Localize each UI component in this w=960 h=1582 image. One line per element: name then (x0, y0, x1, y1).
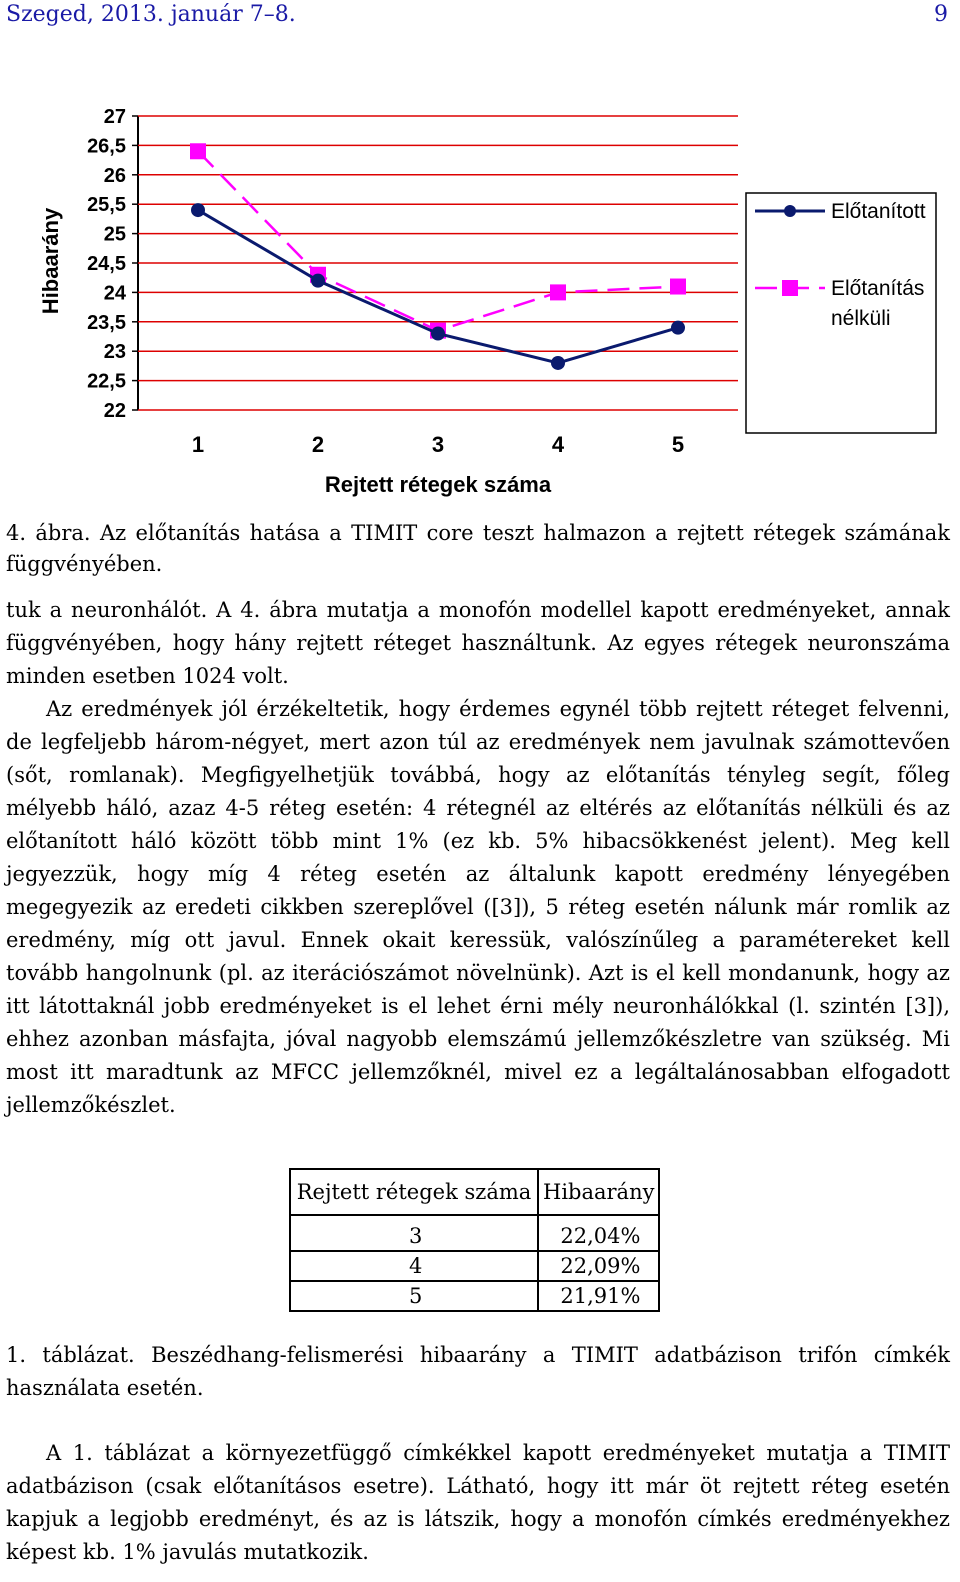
y-tick-label: 25,5 (87, 194, 126, 217)
y-tick-label: 27 (103, 106, 126, 128)
chart-grid (132, 116, 738, 410)
figure-caption: 4. ábra. Az előtanítás hatása a TIMIT core teszt halmazon a rejtett rétegek számának függvényében. (6, 521, 950, 576)
legend-marker-1 (784, 205, 796, 217)
data-point (190, 143, 206, 159)
series-line-2 (198, 151, 678, 330)
table-cell: 22,04% (538, 1215, 659, 1251)
data-point (671, 321, 685, 335)
table-cell: 22,09% (538, 1251, 659, 1281)
y-tick-label: 22 (103, 400, 126, 422)
table-cell: 4 (290, 1251, 538, 1281)
x-tick-labels (192, 432, 684, 457)
chart-series (190, 143, 686, 370)
table-header-layers: Rejtett rétegek száma (290, 1169, 538, 1215)
y-tick-label: 25 (103, 223, 126, 246)
data-point (550, 284, 566, 300)
y-tick-label: 23,5 (87, 311, 126, 334)
y-tick-label: 26 (103, 164, 126, 187)
table-cell: 3 (290, 1215, 538, 1251)
data-point (431, 327, 445, 341)
header-venue: Szeged, 2013. január 7–8. (6, 2, 296, 27)
y-tick-label: 26,5 (87, 135, 126, 158)
body-text (6, 594, 950, 1122)
results-table (289, 1168, 660, 1312)
table-cell: 5 (290, 1281, 538, 1311)
y-tick-label: 23 (103, 341, 126, 364)
x-tick-label: 4 (551, 432, 565, 457)
y-tick-label: 24,5 (87, 253, 126, 275)
data-point (311, 274, 325, 288)
y-tick-labels (87, 106, 127, 422)
x-tick-label: 3 (431, 432, 445, 457)
chart-legend (746, 193, 936, 433)
paragraph-2: Az eredmények jól érzékeltetik, hogy érdemes egynél több rejtett réteget felvenni, de legfeljebb három-négyet, mert azon túl az eredmények nem javulnak számottevően (sőt, romlanak). Megfigyelhetjük továbbá, hogy az előtanítás tényleg segít, főleg mélyebb háló, azaz 4-5 réteg esetén: 4 rétegnél az eltérés az előtanítás nélküli és az előtanított háló között több mint 1% (ez kb. 5% hibacsökkenést jelent). Meg kell jegyezzük, hogy míg 4 réteg esetén az általunk kapott eredmény lényegében megegyezik az eredeti cikkben szereplővel ([3]), 5 réteg esetén nálunk már romlik az eredmény, míg ott javul. Ennek okait keressük, valószínűleg a paramétereket kell tovább hangolnunk (pl. az iterációszámot növelnünk). Azt is el kell mondanunk, hogy az itt látottaknál jobb eredményeket is el lehet érni mély neuronhálókkal (l. szintén [3]), ehhez azonban másfajta, jóval nagyobb elemszámú jellemzőkészletre van szükség. Mi most itt maradtunk az MFCC jellemzőknél, mivel ez a legáltalánosabban elfogadott jellemzőkészlet. (6, 697, 950, 1117)
legend-label-2: Előtanítás (831, 277, 925, 300)
data-point (551, 356, 565, 370)
table-row (290, 1215, 659, 1251)
legend-label-2: nélküli (831, 307, 891, 330)
data-point (191, 203, 205, 217)
y-axis-label: Hibaarány (38, 207, 63, 315)
y-tick-label: 22,5 (87, 370, 126, 393)
x-tick-label: 5 (671, 432, 685, 457)
table-row (290, 1251, 659, 1281)
table-row (290, 1281, 659, 1311)
x-axis-label: Rejtett rétegek száma (324, 472, 552, 497)
x-tick-label: 1 (191, 432, 205, 457)
x-tick-label: 2 (311, 432, 325, 457)
table-cell: 21,91% (538, 1281, 659, 1311)
closing-paragraph: A 1. táblázat a környezetfüggő címkékkel kapott eredményeket mutatja a TIMIT adatbázison (csak előtanításos esetre). Látható, hogy itt már öt rejtett réteg esetén kapjuk a legjobb eredményt, és az is látszik, hogy a monofón címkés eredményekhez képest kb. 1% javulás mutatkozik. (6, 1441, 950, 1564)
table-header-error-rate: Hibaarány (538, 1169, 659, 1215)
line-chart (0, 90, 960, 510)
table-caption: 1. táblázat. Beszédhang-felismerési hibaarány a TIMIT adatbázison trifón címkék használata esetén. (6, 1343, 950, 1400)
legend-label-1: Előtanított (831, 200, 926, 223)
legend-marker-2 (782, 280, 798, 296)
data-point (670, 279, 686, 295)
page-header (6, 2, 948, 32)
page-number: 9 (934, 2, 948, 27)
paragraph-1: tuk a neuronhálót. A 4. ábra mutatja a monofón modellel kapott eredményeket, annak függvényében, hogy hány rejtett réteget használtunk. Az egyes rétegek neuronszáma minden esetben 1024 volt. (6, 598, 950, 688)
y-tick-label: 24 (103, 282, 126, 305)
